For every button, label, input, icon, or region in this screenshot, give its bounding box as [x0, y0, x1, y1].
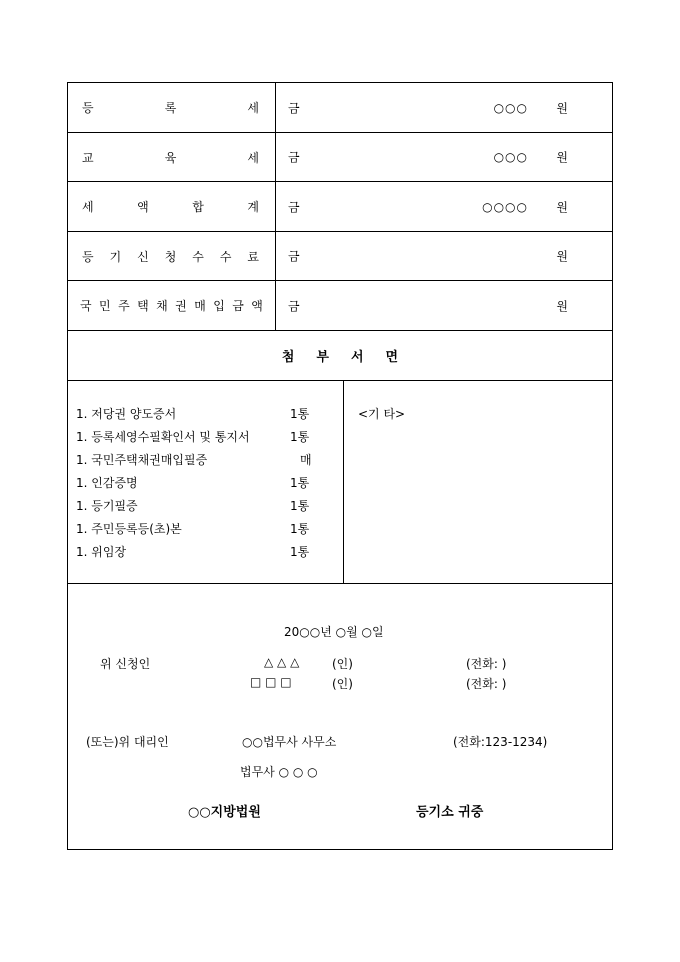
attachment-item: 1. 저당권 양도증서	[76, 407, 177, 421]
attachments-heading: 첨부서면	[281, 350, 421, 365]
registration-form	[67, 82, 613, 850]
agent-label: (또는)위 대리인	[86, 735, 169, 749]
fee-prefix: 금	[288, 200, 300, 214]
application-date: 20○○년 ○월 ○일	[284, 625, 384, 639]
agent-name: 법무사 ○ ○ ○	[240, 765, 318, 779]
attachment-qty: 1통	[290, 545, 310, 559]
attachment-item: 1. 등록세영수필확인서 및 통지서	[76, 430, 250, 444]
fee-label: 등 기 신 청 수 수 료	[68, 232, 276, 280]
attachment-qty: 1통	[290, 430, 310, 444]
attachment-item: 1. 국민주택채권매입필증	[76, 453, 208, 467]
attachment-qty: 1통	[290, 476, 310, 490]
fee-row-housing-bond	[68, 281, 612, 331]
agent-office: ○○법무사 사무소	[242, 735, 337, 749]
attachments-list	[68, 381, 344, 583]
applicant-seal-2: (인)	[332, 677, 353, 691]
fee-label: 등 록 세	[68, 83, 276, 132]
attachments-heading-row	[68, 331, 612, 381]
fee-unit: 원	[556, 200, 568, 214]
attachment-item: 1. 등기필증	[76, 499, 138, 513]
other-attachments-label: <기 타>	[358, 407, 406, 421]
fee-unit: 원	[556, 299, 568, 313]
court-name: ○○지방법원	[188, 805, 261, 820]
fee-unit: 원	[556, 150, 568, 165]
fee-row-total-tax	[68, 182, 612, 232]
attachment-qty: 1통	[290, 407, 310, 421]
fee-value	[276, 83, 612, 132]
fee-row-application-fee	[68, 232, 612, 281]
fee-unit: 원	[556, 101, 568, 115]
fee-prefix: 금	[288, 101, 300, 115]
fee-prefix: 금	[288, 150, 300, 165]
fee-label: 국 민 주 택 채 권 매 입 금 액	[68, 281, 276, 330]
applicant-name-1: △ △ △	[264, 655, 300, 669]
attachment-item: 1. 인감증명	[76, 476, 138, 490]
fee-prefix: 금	[288, 299, 300, 313]
agent-phone: (전화:123-1234)	[453, 735, 548, 749]
fee-label: 교 육 세	[68, 133, 276, 181]
attachments-section	[68, 381, 612, 584]
attachment-item: 1. 위임장	[76, 545, 127, 559]
applicant-label: 위 신청인	[100, 657, 151, 671]
registry-office: 등기소 귀중	[416, 805, 484, 820]
applicant-phone-1: (전화: )	[466, 657, 507, 671]
attachment-qty: 1통	[290, 522, 310, 536]
fee-prefix: 금	[288, 249, 300, 264]
attachment-item: 1. 주민등록등(초)본	[76, 522, 182, 536]
attachment-qty: 매	[300, 453, 312, 467]
fee-amount: ○○○	[493, 100, 528, 115]
applicant-name-2: □ □ □	[250, 675, 292, 689]
fee-row-registration-tax	[68, 83, 612, 133]
fee-amount: ○○○○	[482, 199, 528, 214]
applicant-seal-1: (인)	[332, 657, 353, 671]
fee-value	[276, 133, 612, 181]
applicant-phone-2: (전화: )	[466, 677, 507, 691]
attachment-qty: 1통	[290, 499, 310, 513]
fee-value	[276, 281, 612, 330]
fee-unit: 원	[556, 249, 568, 264]
fee-row-education-tax	[68, 133, 612, 182]
fee-label: 세 액 합 계	[68, 182, 276, 231]
fee-amount: ○○○	[493, 150, 528, 164]
fee-value	[276, 182, 612, 231]
fee-value	[276, 232, 612, 280]
